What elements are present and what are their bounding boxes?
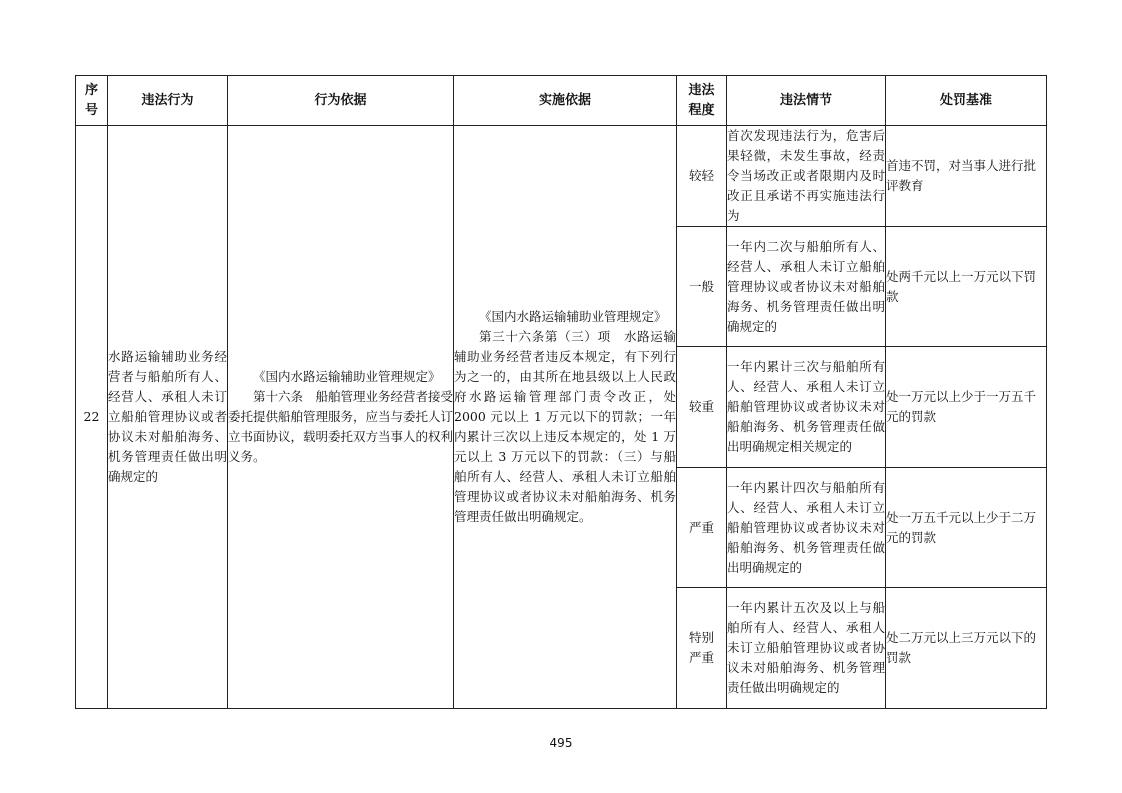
basis-title: 《国内水路运输辅助业管理规定》 <box>253 369 441 384</box>
header-implementation: 实施依据 <box>454 76 677 126</box>
implementation-article: 第三十六条第（三）项 水路运输辅助业务经营者违反本规定，有下列行为之一的，由其所在地县级以上人民政府水路运输管理部门责令改正，处 2000 元以上 1 万元以下的罚款；一年内累计三次以上违反本规定的，处 1 万元以上 3 万元以下的罚款：（三）与船舶所有人、经营人、承租人未订立船舶管理协议或者协议未对船舶海务、机务管理责任做出明确规定。 <box>454 329 676 524</box>
level-degree: 较轻 <box>677 126 727 227</box>
table-row <box>76 126 1047 227</box>
header-seq: 序号 <box>76 76 108 126</box>
level-circumstance: 一年内累计五次及以上与船舶所有人、经营人、承租人未订立船舶管理协议或者协议未对船舶海务、机务管理责任做出明确规定的 <box>727 588 886 709</box>
header-behavior: 违法行为 <box>108 76 228 126</box>
level-circumstance: 一年内二次与船舶所有人、经营人、承租人未订立船舶管理协议或者协议未对船舶海务、机务管理责任做出明确规定的 <box>727 227 886 347</box>
level-standard: 处一万元以上少于一万五千元的罚款 <box>886 347 1047 468</box>
level-degree: 较重 <box>677 347 727 468</box>
level-degree: 特别严重 <box>677 588 727 709</box>
row-seq: 22 <box>76 126 108 709</box>
page-number: 495 <box>549 736 573 750</box>
row-basis <box>228 126 454 709</box>
table-header-row <box>76 76 1047 126</box>
row-implementation <box>454 126 677 709</box>
level-circumstance: 一年内累计三次与船舶所有人、经营人、承租人未订立船舶管理协议或者协议未对船舶海务、机务管理责任做出明确规定相关规定的 <box>727 347 886 468</box>
level-degree: 一般 <box>677 227 727 347</box>
level-degree: 严重 <box>677 468 727 588</box>
header-degree: 违法程度 <box>677 76 727 126</box>
penalty-standard-table <box>75 75 1047 709</box>
level-standard: 处一万五千元以上少于二万元的罚款 <box>886 468 1047 588</box>
header-standard: 处罚基准 <box>886 76 1047 126</box>
level-standard: 处两千元以上一万元以下罚款 <box>886 227 1047 347</box>
level-standard: 首违不罚，对当事人进行批评教育 <box>886 126 1047 227</box>
level-circumstance: 首次发现违法行为，危害后果轻微，未发生事故，经责令当场改正或者限期内及时改正且承诺不再实施违法行为 <box>727 126 886 227</box>
level-circumstance: 一年内累计四次与船舶所有人、经营人、承租人未订立船舶管理协议或者协议未对船舶海务、机务管理责任做出明确规定的 <box>727 468 886 588</box>
header-basis: 行为依据 <box>228 76 454 126</box>
header-circumstance: 违法情节 <box>727 76 886 126</box>
level-standard: 处二万元以上三万元以下的罚款 <box>886 588 1047 709</box>
implementation-title: 《国内水路运输辅助业管理规定》 <box>479 309 667 324</box>
row-behavior: 水路运输辅助业务经营者与船舶所有人、经营人、承租人未订立船舶管理协议或者协议未对船舶海务、机务管理责任做出明确规定的 <box>108 126 228 709</box>
basis-article: 第十六条 船舶管理业务经营者接受委托提供船舶管理服务，应当与委托人订立书面协议，载明委托双方当事人的权利义务。 <box>228 389 454 464</box>
